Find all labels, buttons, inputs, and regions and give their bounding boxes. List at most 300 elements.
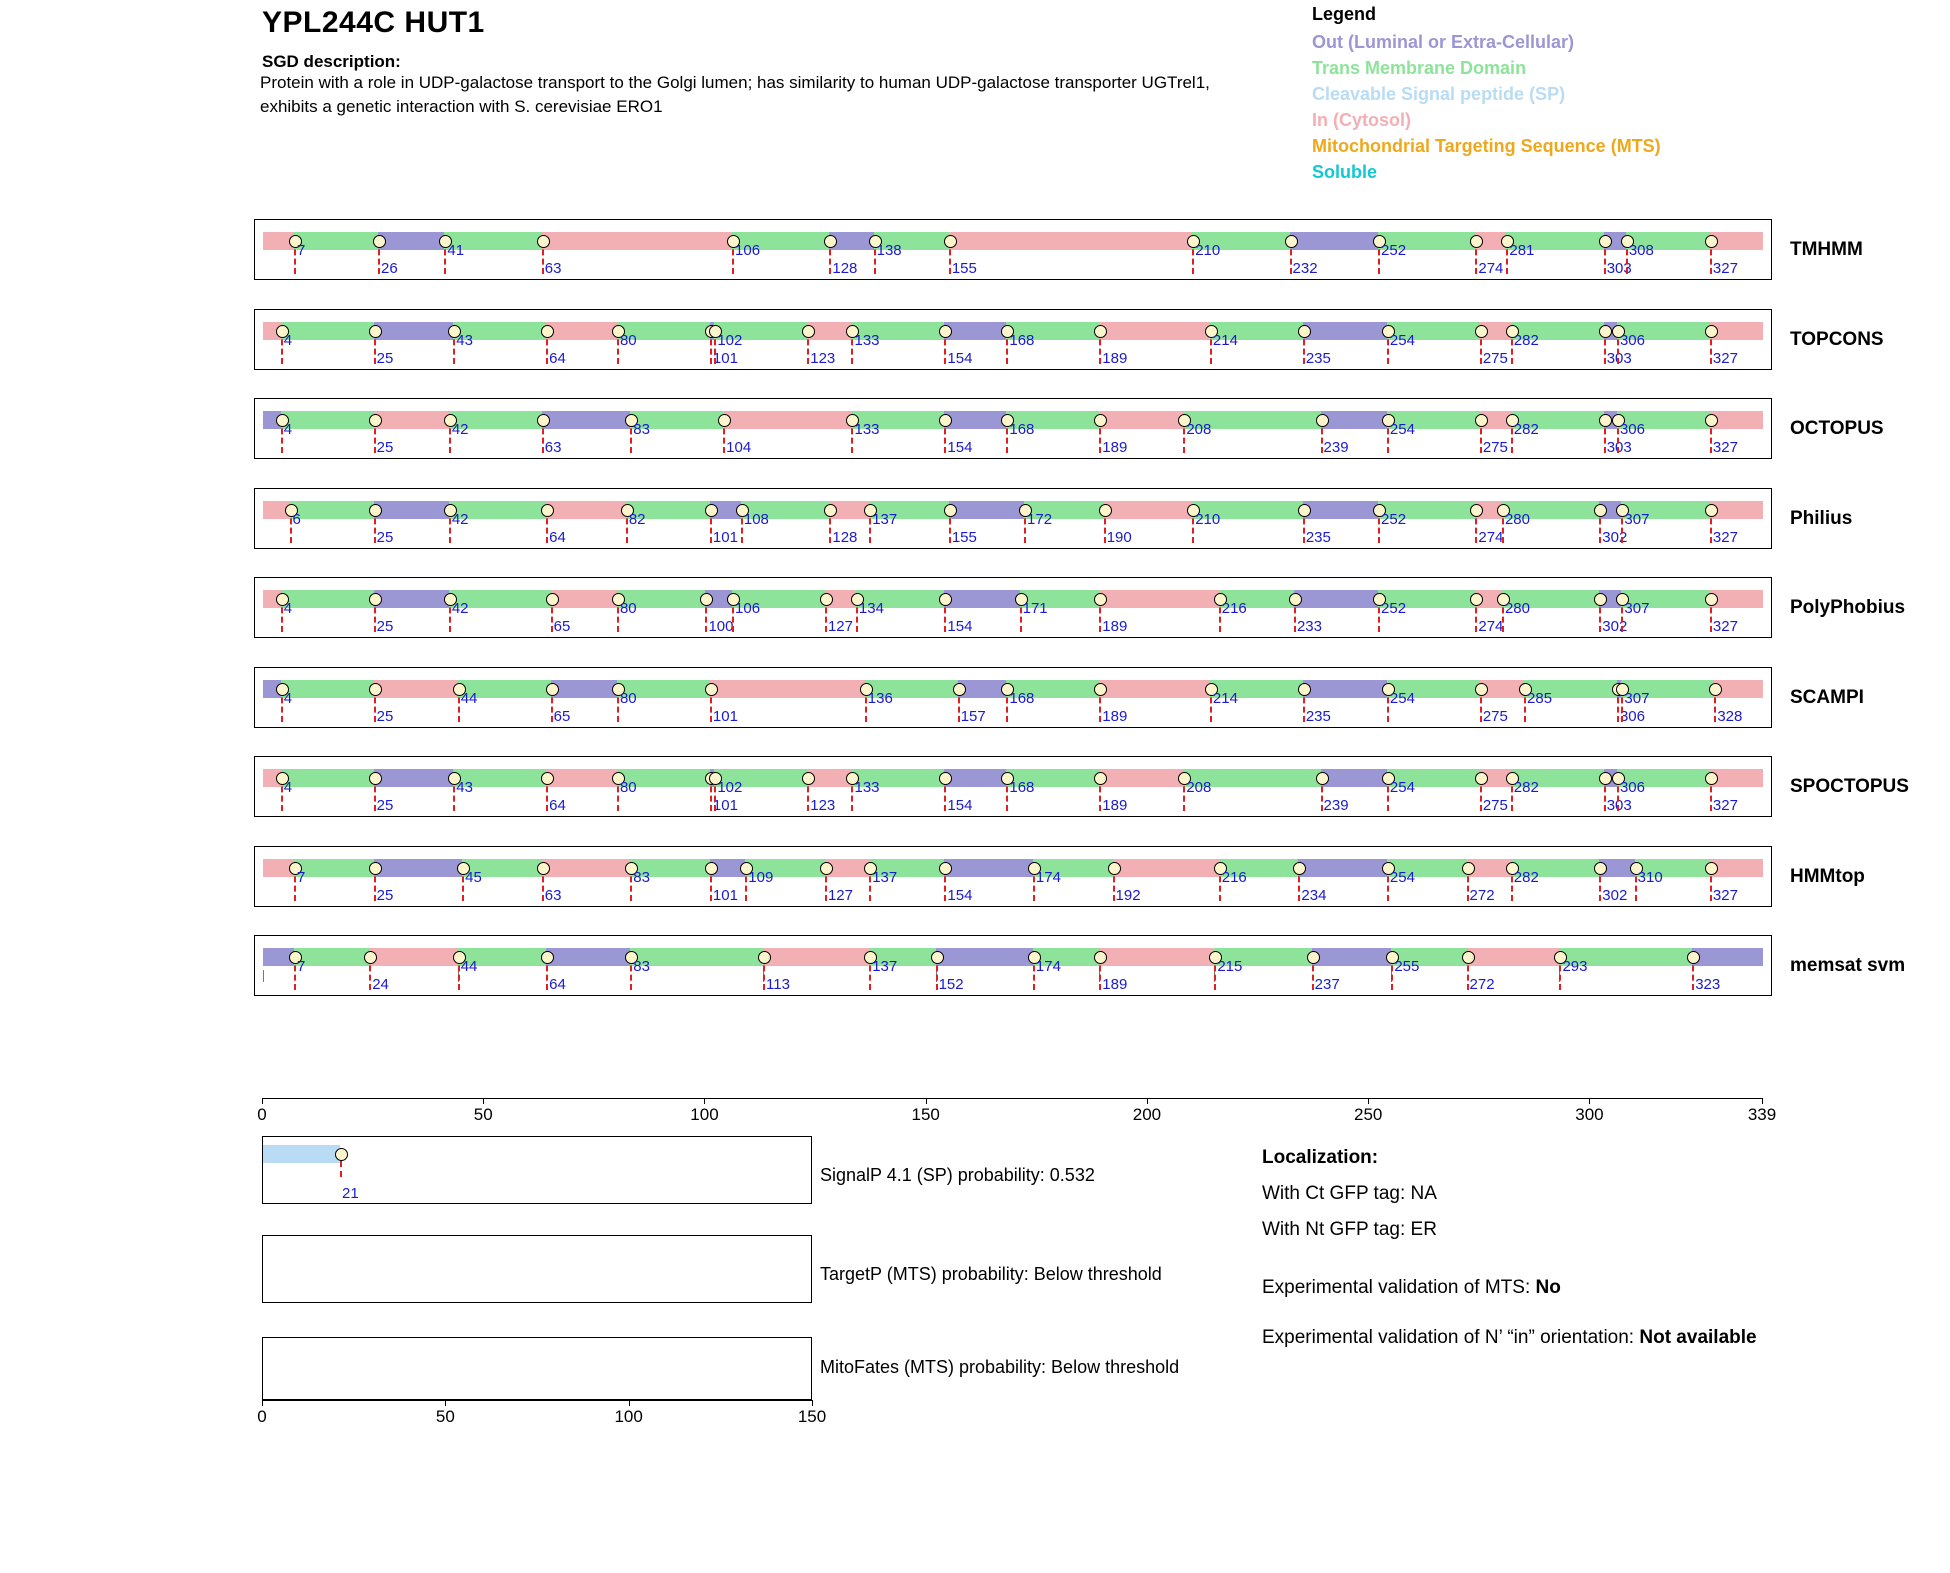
boundary-node: [1709, 683, 1722, 696]
position-label: 327: [1712, 439, 1738, 456]
position-label: 328: [1717, 707, 1743, 725]
position-label: 42: [451, 510, 469, 528]
position-label: 25: [376, 707, 394, 725]
sequence-axis: [257, 1098, 1777, 1126]
targetp-note: TargetP (MTS) probability: Below threshold: [820, 1264, 1162, 1284]
position-label: 323: [1695, 976, 1721, 993]
axis-tick: [483, 1098, 484, 1104]
boundary-node: [705, 683, 718, 696]
nin-validation-row: [1262, 1320, 1882, 1356]
position-label: 327: [1712, 260, 1738, 277]
position-label: 303: [1606, 439, 1632, 456]
boundary-node: [1475, 325, 1488, 338]
position-label: 154: [947, 618, 973, 635]
predictor-name: OCTOPUS: [1790, 418, 1884, 439]
segment-in: [949, 232, 1192, 250]
segment-out: [374, 322, 454, 340]
position-label: 43: [456, 779, 473, 796]
position-label: 327: [1712, 797, 1738, 814]
predictor-name: SPOCTOPUS: [1790, 776, 1909, 797]
position-label: 101: [712, 528, 738, 546]
segment-out: [374, 501, 449, 519]
predictor-name: TOPCONS: [1790, 328, 1884, 350]
boundary-node: [369, 504, 382, 517]
position-label: 133: [854, 779, 880, 796]
position-label: 174: [1035, 868, 1061, 886]
boundary-node: [824, 504, 837, 517]
segment-tm: [290, 501, 374, 519]
position-label: 189: [1102, 439, 1128, 456]
localization-nt-label: With Nt GFP tag:: [1262, 1219, 1406, 1241]
segment-in: [546, 769, 617, 787]
segment-out: [1294, 590, 1378, 608]
axis-line: [262, 1098, 1762, 1099]
position-label: 108: [743, 510, 769, 528]
position-label: 210: [1195, 242, 1221, 259]
position-label: 306: [1619, 707, 1645, 725]
position-label: 63: [544, 260, 562, 277]
bottom-axis: [257, 1400, 827, 1426]
segment-out: [949, 501, 1024, 519]
position-label: 171: [1022, 600, 1048, 617]
position-label: 239: [1323, 797, 1349, 814]
sgd-description-label: SGD description:: [262, 52, 401, 71]
position-label: 302: [1602, 618, 1628, 635]
position-label: 215: [1217, 958, 1243, 975]
legend-item-sp: Cleavable Signal peptide (SP): [1312, 84, 1566, 105]
segment-out: [1303, 501, 1378, 519]
position-label: 101: [712, 707, 738, 725]
position-label: 138: [876, 242, 902, 259]
segment-tm: [281, 769, 374, 787]
position-label: 4: [283, 600, 293, 617]
signalp-box: [262, 1136, 812, 1204]
page-title: YPL244C HUT1: [262, 6, 485, 39]
bottom-axis-tick-label: 0: [257, 1407, 267, 1426]
position-label: 123: [810, 349, 836, 367]
position-label: 192: [1115, 886, 1141, 904]
axis-tick-label: 100: [690, 1105, 719, 1124]
position-label: 127: [827, 886, 853, 904]
boundary-node: [1470, 504, 1483, 517]
segment-in: [369, 948, 457, 966]
position-label: 216: [1221, 868, 1247, 886]
position-label: 254: [1389, 779, 1415, 796]
mts-validation-value: No: [1535, 1277, 1561, 1299]
segment-out: [1692, 948, 1763, 966]
legend-item-in: In (Cytosol): [1312, 110, 1411, 131]
position-label: 307: [1624, 600, 1650, 617]
position-label: 254: [1389, 331, 1415, 349]
position-label: 80: [619, 779, 637, 796]
axis-tick-label: 339: [1747, 1105, 1777, 1124]
position-label: 302: [1602, 528, 1628, 546]
position-label: 274: [1478, 260, 1504, 277]
predictor-track-polyphobius: [254, 577, 1772, 638]
position-label: 4: [283, 421, 293, 438]
position-label: 275: [1482, 797, 1508, 814]
position-label: 172: [1027, 510, 1053, 528]
position-label: 303: [1606, 260, 1632, 277]
bottom-axis-tick: [629, 1400, 630, 1406]
position-label: 235: [1305, 528, 1331, 546]
localization-ct-row: [1262, 1176, 1882, 1212]
position-label: 7: [296, 958, 306, 975]
axis-tick-label: 200: [1132, 1105, 1162, 1124]
position-label: 282: [1513, 331, 1539, 349]
position-label: 307: [1624, 510, 1650, 528]
legend-item-mts: Mitochondrial Targeting Sequence (MTS): [1312, 136, 1661, 157]
position-label: 327: [1712, 528, 1738, 546]
localization-block: [1262, 1140, 1882, 1356]
predictor-track-octopus: [254, 398, 1772, 459]
position-label: 237: [1314, 976, 1340, 993]
position-label: 285: [1527, 689, 1553, 707]
axis-tick-label: 300: [1575, 1105, 1604, 1124]
boundary-node: [546, 683, 559, 696]
position-label: 25: [376, 618, 394, 635]
boundary-node: [1599, 772, 1612, 785]
localization-nt-row: [1262, 1212, 1882, 1248]
predictor-track-topcons: [254, 309, 1772, 370]
boundary-node: [1475, 772, 1488, 785]
segment-out: [374, 859, 462, 877]
position-label: 133: [854, 421, 880, 438]
position-label: 106: [735, 600, 761, 617]
position-label: 168: [1009, 331, 1035, 349]
position-label: 102: [717, 779, 743, 796]
position-label: 64: [549, 349, 566, 367]
segment-tm: [281, 411, 374, 429]
position-label: 189: [1102, 976, 1128, 993]
position-label: 65: [553, 707, 571, 725]
position-label: 189: [1102, 618, 1128, 635]
position-label: 127: [827, 618, 853, 635]
boundary-node: [1094, 325, 1107, 338]
position-label: 327: [1712, 618, 1738, 635]
position-label: 155: [951, 260, 977, 277]
position-label: 272: [1469, 886, 1495, 904]
segment-in: [723, 411, 851, 429]
position-label: 306: [1619, 331, 1645, 349]
position-label: 134: [858, 600, 884, 617]
position-label: 4: [283, 779, 293, 796]
position-label: 306: [1619, 779, 1645, 796]
segment-out: [944, 322, 1006, 340]
position-label: 190: [1106, 528, 1132, 546]
localization-ct-label: With Ct GFP tag:: [1262, 1183, 1406, 1205]
boundary-node: [820, 593, 833, 606]
legend: [1312, 4, 1661, 186]
bottom-axis-tick-label: 150: [797, 1407, 827, 1426]
position-label: 63: [544, 886, 562, 904]
position-label: 83: [633, 958, 650, 975]
position-label: 128: [832, 260, 858, 277]
position-label: 64: [549, 976, 566, 993]
position-label: 80: [619, 600, 637, 617]
segment-in: [710, 680, 865, 698]
signal-peptide-node: [335, 1148, 348, 1161]
position-label: 189: [1102, 707, 1128, 725]
position-label: 4: [283, 331, 293, 349]
boundary-node: [1099, 504, 1112, 517]
position-label: 104: [726, 439, 752, 456]
segment-out: [1321, 769, 1387, 787]
position-label: 4: [283, 689, 293, 707]
boundary-node: [1594, 504, 1607, 517]
boundary-node: [944, 235, 957, 248]
position-label: 302: [1602, 886, 1628, 904]
boundary-node: [1094, 683, 1107, 696]
position-label: 254: [1389, 868, 1415, 886]
position-label: 101: [712, 886, 738, 904]
segment-in: [542, 232, 732, 250]
position-label: 235: [1305, 349, 1331, 367]
boundary-node: [1475, 414, 1488, 427]
position-label: 189: [1102, 797, 1128, 814]
boundary-node: [537, 414, 550, 427]
signal-peptide-segment: [263, 1145, 340, 1163]
memsat-tick: [263, 970, 264, 982]
segment-out: [546, 948, 630, 966]
boundary-node: [1599, 235, 1612, 248]
position-label: 155: [951, 528, 977, 546]
position-label: 275: [1482, 349, 1508, 367]
bottom-axis-tick-label: 100: [614, 1407, 643, 1426]
position-label: 239: [1323, 439, 1349, 456]
segment-in: [546, 501, 626, 519]
segment-in: [1099, 322, 1210, 340]
position-label: 189: [1102, 349, 1128, 367]
boundary-node: [1316, 414, 1329, 427]
position-label: 327: [1712, 349, 1738, 367]
boundary-node: [820, 862, 833, 875]
bottom-axis-tick: [445, 1400, 446, 1406]
boundary-node: [1599, 414, 1612, 427]
axis-tick: [704, 1098, 705, 1104]
position-label: 25: [376, 886, 394, 904]
segment-out: [1298, 859, 1386, 877]
position-label: 216: [1221, 600, 1247, 617]
segment-in: [1099, 769, 1183, 787]
position-label: 25: [376, 528, 394, 546]
position-label: 83: [633, 421, 650, 438]
segment-out: [944, 769, 1006, 787]
legend-item-out: Out (Luminal or Extra-Cellular): [1312, 32, 1575, 52]
position-label: 168: [1009, 689, 1035, 707]
boundary-node: [1462, 951, 1475, 964]
axis-tick-label: 50: [473, 1105, 493, 1124]
localization-title: Localization:: [1262, 1147, 1379, 1168]
position-label: 272: [1469, 976, 1495, 993]
position-label: 106: [735, 242, 761, 259]
position-label: 252: [1381, 600, 1407, 617]
boundary-node: [939, 325, 952, 338]
position-label: 64: [549, 797, 566, 814]
position-label: 136: [867, 689, 893, 707]
segment-out: [944, 859, 1032, 877]
position-label: 275: [1482, 439, 1508, 456]
position-label: 254: [1389, 421, 1415, 438]
boundary-node: [369, 325, 382, 338]
position-label: 280: [1504, 510, 1530, 528]
boundary-node: [1285, 235, 1298, 248]
position-label: 157: [960, 707, 986, 725]
boundary-node: [1316, 772, 1329, 785]
predictor-track-philius: [254, 488, 1772, 549]
position-label: 26: [381, 260, 398, 277]
segment-in: [374, 411, 449, 429]
position-label: 25: [376, 797, 394, 814]
bottom-axis-line: [262, 1400, 812, 1401]
position-label: 275: [1482, 707, 1508, 725]
position-label: 82: [628, 510, 646, 528]
predictor-track-memsat-svm: [254, 935, 1772, 996]
segment-out: [542, 411, 630, 429]
boundary-node: [931, 951, 944, 964]
axis-tick: [1762, 1098, 1763, 1104]
segment-tm: [281, 322, 374, 340]
predictor-track-spoctopus: [254, 756, 1772, 817]
signal-peptide-position-label: 21: [342, 1185, 359, 1202]
position-label: 154: [947, 886, 973, 904]
bottom-axis-tick: [262, 1400, 263, 1406]
boundary-node: [705, 504, 718, 517]
axis-tick: [1589, 1098, 1590, 1104]
boundary-node: [758, 951, 771, 964]
position-label: 7: [296, 242, 306, 259]
segment-tm: [281, 680, 374, 698]
position-label: 25: [376, 349, 394, 367]
position-label: 281: [1509, 242, 1535, 259]
position-label: 303: [1606, 349, 1632, 367]
position-label: 137: [872, 510, 898, 528]
boundary-node: [1108, 862, 1121, 875]
position-label: 168: [1009, 421, 1035, 438]
boundary-node: [369, 772, 382, 785]
segment-tm: [294, 232, 378, 250]
position-label: 102: [717, 331, 743, 349]
localization-ct-value: NA: [1410, 1183, 1437, 1205]
position-label: 7: [296, 868, 306, 886]
segment-in: [763, 948, 869, 966]
position-label: 123: [810, 797, 836, 814]
predictor-name: Philius: [1790, 507, 1853, 529]
boundary-node: [369, 862, 382, 875]
bottom-axis-tick: [812, 1400, 813, 1406]
boundary-node: [541, 325, 554, 338]
position-label: 6: [292, 510, 301, 528]
mitofates-note: MitoFates (MTS) probability: Below threshold: [820, 1357, 1180, 1377]
position-label: 208: [1186, 421, 1212, 438]
axis-tick: [1368, 1098, 1369, 1104]
position-label: 64: [549, 528, 566, 546]
position-label: 234: [1301, 886, 1327, 904]
position-label: 282: [1513, 779, 1539, 796]
segment-in: [1113, 859, 1219, 877]
segment-out: [944, 590, 1019, 608]
position-label: 25: [376, 439, 394, 456]
position-label: 174: [1035, 958, 1061, 975]
boundary-node: [944, 504, 957, 517]
segment-in: [1099, 948, 1214, 966]
boundary-node: [1298, 504, 1311, 517]
position-label: 152: [938, 976, 964, 993]
boundary-node: [1705, 325, 1718, 338]
position-label: 274: [1478, 528, 1504, 546]
position-label: 101: [712, 797, 738, 814]
segment-out: [1312, 948, 1392, 966]
segment-tm: [630, 948, 763, 966]
position-label: 252: [1381, 510, 1407, 528]
position-label: 45: [465, 868, 482, 886]
sgd-description-text: Protein with a role in UDP-galactose transport to the Golgi lumen; has similarity to human UDP-galactose transporter UGTrel1, exhibits a genetic interaction with S. cerevisiae ERO1: [260, 73, 1210, 117]
segment-in: [1099, 590, 1218, 608]
position-label: 100: [708, 618, 734, 635]
boundary-node: [369, 683, 382, 696]
position-label: 44: [460, 958, 478, 975]
boundary-node: [1475, 683, 1488, 696]
segment-in: [1099, 680, 1210, 698]
predictor-name: SCAMPI: [1790, 686, 1864, 708]
position-label: 44: [460, 689, 478, 707]
mts-validation-row: [1262, 1270, 1882, 1306]
position-label: 255: [1394, 958, 1420, 975]
boundary-node: [369, 593, 382, 606]
boundary-node: [1705, 504, 1718, 517]
boundary-node: [1293, 862, 1306, 875]
position-label: 154: [947, 349, 973, 367]
predictor-name: HMMtop: [1790, 865, 1865, 887]
position-label: 101: [712, 349, 738, 367]
segment-in: [374, 680, 458, 698]
predictor-name: TMHMM: [1790, 239, 1863, 260]
position-label: 128: [832, 528, 858, 546]
bottom-axis-tick-label: 50: [435, 1407, 455, 1426]
boundary-node: [1298, 683, 1311, 696]
segment-in: [1467, 948, 1560, 966]
segment-out: [551, 680, 617, 698]
boundary-node: [1705, 414, 1718, 427]
position-label: 280: [1504, 600, 1530, 617]
segment-out: [1303, 322, 1387, 340]
position-label: 42: [451, 421, 469, 438]
segment-out: [374, 590, 449, 608]
boundary-node: [953, 683, 966, 696]
position-label: 208: [1186, 779, 1212, 796]
axis-tick-label: 250: [1354, 1105, 1383, 1124]
segment-out: [944, 411, 1006, 429]
boundary-node: [1462, 862, 1475, 875]
boundary-node: [1705, 772, 1718, 785]
boundary-node: [802, 325, 815, 338]
boundary-node: [1705, 235, 1718, 248]
predictor-track-scampi: [254, 667, 1772, 728]
segment-out: [1290, 232, 1378, 250]
segment-out: [374, 769, 454, 787]
boundary-node: [1289, 593, 1302, 606]
boundary-node: [541, 504, 554, 517]
position-label: 42: [451, 600, 469, 617]
position-label: 214: [1212, 689, 1238, 707]
segment-in: [542, 859, 630, 877]
predictor-track-tmhmm: [254, 219, 1772, 280]
position-label: 327: [1712, 886, 1738, 904]
position-label: 154: [947, 797, 973, 814]
predictor-name: PolyPhobius: [1790, 597, 1906, 618]
nin-validation-value: Not available: [1639, 1327, 1757, 1349]
position-label: 133: [854, 331, 880, 349]
